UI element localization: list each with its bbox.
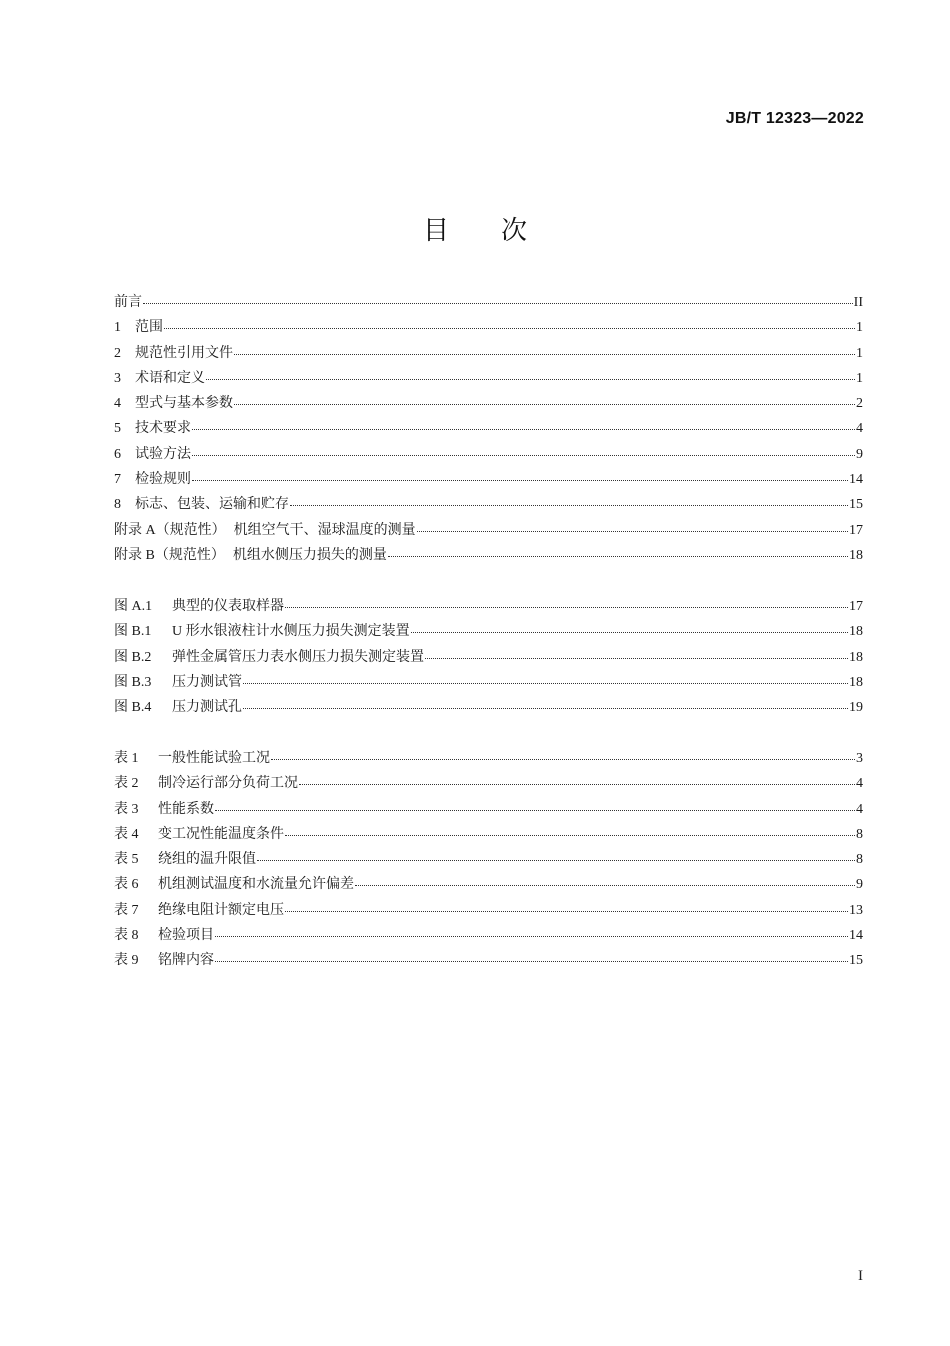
table-label: 绝缘电阻计额定电压	[158, 902, 284, 918]
toc-entry-page: 1	[856, 320, 863, 336]
toc-entry-foreword[interactable]	[114, 290, 863, 315]
toc-entry-number: 3	[114, 370, 121, 386]
table-page: 8	[856, 852, 863, 868]
toc-entry-appendix[interactable]	[114, 543, 863, 568]
figure-page: 18	[849, 624, 863, 640]
figure-number: 图 B.3	[114, 674, 152, 690]
figure-page: 18	[849, 674, 863, 690]
toc-entry-page: II	[853, 295, 863, 310]
leader-dots	[243, 708, 848, 709]
toc-entry-page: 4	[856, 421, 863, 437]
leader-dots	[143, 303, 853, 304]
toc-entry-page: 1	[856, 345, 863, 361]
toc-table-entry[interactable]	[114, 847, 863, 872]
toc-entry[interactable]	[114, 467, 863, 492]
leader-dots	[425, 658, 848, 659]
leader-dots	[192, 455, 855, 456]
toc-entry[interactable]	[114, 366, 863, 391]
table-label: 变工况性能温度条件	[158, 826, 284, 842]
table-label: 制冷运行部分负荷工况	[158, 776, 298, 792]
figure-label: 典型的仪表取样器	[172, 599, 284, 614]
leader-dots	[215, 936, 848, 937]
toc-entry-label: 范围	[135, 320, 163, 336]
table-page: 15	[849, 953, 863, 969]
table-number: 表 9	[114, 953, 139, 969]
figure-label: 弹性金属管压力表水侧压力损失测定装置	[172, 649, 424, 665]
figure-page: 19	[849, 700, 863, 716]
table-label: 性能系数	[158, 801, 214, 817]
title-char-2: 次	[501, 216, 528, 246]
table-page: 13	[849, 902, 863, 918]
leader-dots	[417, 531, 848, 532]
toc-entry-label: 标志、包装、运输和贮存	[135, 497, 289, 513]
leader-dots	[215, 961, 848, 962]
leader-dots	[299, 784, 855, 785]
figure-label: 压力测试孔	[172, 700, 242, 716]
table-number: 表 4	[114, 826, 139, 842]
table-page: 9	[856, 877, 863, 893]
figure-label: 压力测试管	[172, 674, 242, 690]
figure-number: 图 B.2	[114, 649, 152, 665]
toc-entry[interactable]	[114, 442, 863, 467]
toc-entry-label: 术语和定义	[135, 370, 205, 386]
table-label: 机组测试温度和水流量允许偏差	[158, 877, 354, 893]
toc-entry-page: 18	[849, 547, 863, 563]
table-page: 4	[856, 776, 863, 792]
toc-table-entry[interactable]	[114, 923, 863, 948]
toc-entry-appendix[interactable]	[114, 518, 863, 543]
leader-dots	[285, 911, 848, 912]
figure-page: 17	[849, 599, 863, 614]
title-char-1: 目	[422, 216, 449, 246]
toc-entry-number: 4	[114, 396, 121, 412]
toc-entry-label: 前言	[114, 295, 142, 310]
toc-entry-page: 2	[856, 396, 863, 412]
figure-page: 18	[849, 649, 863, 665]
leader-dots	[271, 759, 855, 760]
toc-figure-entry[interactable]	[114, 645, 863, 670]
toc-entry-label: 技术要求	[135, 421, 191, 437]
toc-entry[interactable]	[114, 416, 863, 441]
toc-entry-label: 检验规则	[135, 472, 191, 488]
page-number: I	[858, 1268, 863, 1284]
leader-dots	[234, 354, 855, 355]
toc-table-entry[interactable]	[114, 872, 863, 897]
toc-entry-label: 型式与基本参数	[135, 396, 233, 412]
table-label: 检验项目	[158, 928, 214, 944]
leader-dots	[243, 683, 848, 684]
table-number: 表 8	[114, 928, 139, 944]
toc-entry-number: 8	[114, 497, 121, 513]
toc-entry-number: 2	[114, 345, 121, 361]
toc-entry[interactable]	[114, 391, 863, 416]
leader-dots	[355, 885, 855, 886]
toc-entry-label: 机组水侧压力损失的测量	[232, 547, 387, 563]
leader-dots	[290, 505, 848, 506]
leader-dots	[192, 480, 848, 481]
toc-figure-entry[interactable]	[114, 695, 863, 720]
toc-entry-number: 附录 A（规范性）	[114, 522, 226, 538]
leader-dots	[206, 379, 855, 380]
toc-entry[interactable]	[114, 492, 863, 517]
table-page: 4	[856, 801, 863, 817]
toc-table-entry[interactable]	[114, 746, 863, 771]
leader-dots	[411, 632, 848, 633]
figure-number: 图 B.4	[114, 700, 152, 716]
table-number: 表 5	[114, 852, 139, 868]
table-number: 表 7	[114, 902, 139, 918]
toc-table-entry[interactable]	[114, 797, 863, 822]
toc-entry[interactable]	[114, 341, 863, 366]
toc-entry-number: 5	[114, 421, 121, 437]
table-number: 表 2	[114, 776, 139, 792]
toc-figures	[114, 594, 863, 720]
toc-entry-page: 9	[856, 446, 863, 462]
toc-figure-entry[interactable]	[114, 594, 863, 619]
toc-entry[interactable]	[114, 315, 863, 340]
leader-dots	[285, 607, 848, 608]
leader-dots	[388, 556, 848, 557]
figure-number: 图 A.1	[114, 599, 153, 614]
figure-label: U 形水银液柱计水侧压力损失测定装置	[172, 624, 410, 640]
toc-figure-entry[interactable]	[114, 670, 863, 695]
leader-dots	[257, 860, 855, 861]
toc-tables	[114, 746, 863, 974]
table-number: 表 3	[114, 801, 139, 817]
toc-table-entry[interactable]	[114, 771, 863, 796]
figure-number: 图 B.1	[114, 624, 152, 640]
table-label: 铭牌内容	[158, 953, 214, 969]
leader-dots	[192, 429, 855, 430]
table-number: 表 1	[114, 751, 139, 766]
toc-entry-number: 附录 B（规范性）	[114, 547, 225, 563]
toc-entry-number: 1	[114, 320, 121, 336]
table-page: 8	[856, 826, 863, 842]
leader-dots	[164, 328, 855, 329]
toc-figure-entry[interactable]	[114, 619, 863, 644]
toc-table-entry[interactable]	[114, 898, 863, 923]
toc-entry-label: 规范性引用文件	[135, 345, 233, 361]
toc-entry-label: 试验方法	[135, 446, 191, 462]
leader-dots	[215, 810, 855, 811]
toc-entry-number: 7	[114, 472, 121, 488]
toc-entry-label: 机组空气干、湿球温度的测量	[233, 522, 416, 538]
toc-entry-number: 6	[114, 446, 121, 462]
table-page: 14	[849, 928, 863, 944]
table-number: 表 6	[114, 877, 139, 893]
page-title	[0, 210, 950, 247]
leader-dots	[285, 835, 855, 836]
table-page: 3	[856, 751, 863, 766]
standard-code: JB/T 12323—2022	[725, 110, 864, 127]
table-label: 一般性能试验工况	[158, 751, 270, 766]
toc-entry-page: 1	[856, 370, 863, 386]
toc-entry-page: 17	[849, 522, 863, 538]
leader-dots	[234, 404, 855, 405]
table-label: 绕组的温升限值	[158, 852, 256, 868]
toc-table-entry[interactable]	[114, 948, 863, 973]
toc-sections	[114, 290, 863, 568]
toc-entry-page: 14	[849, 472, 863, 488]
toc-entry-page: 15	[849, 497, 863, 513]
toc-table-entry[interactable]	[114, 822, 863, 847]
